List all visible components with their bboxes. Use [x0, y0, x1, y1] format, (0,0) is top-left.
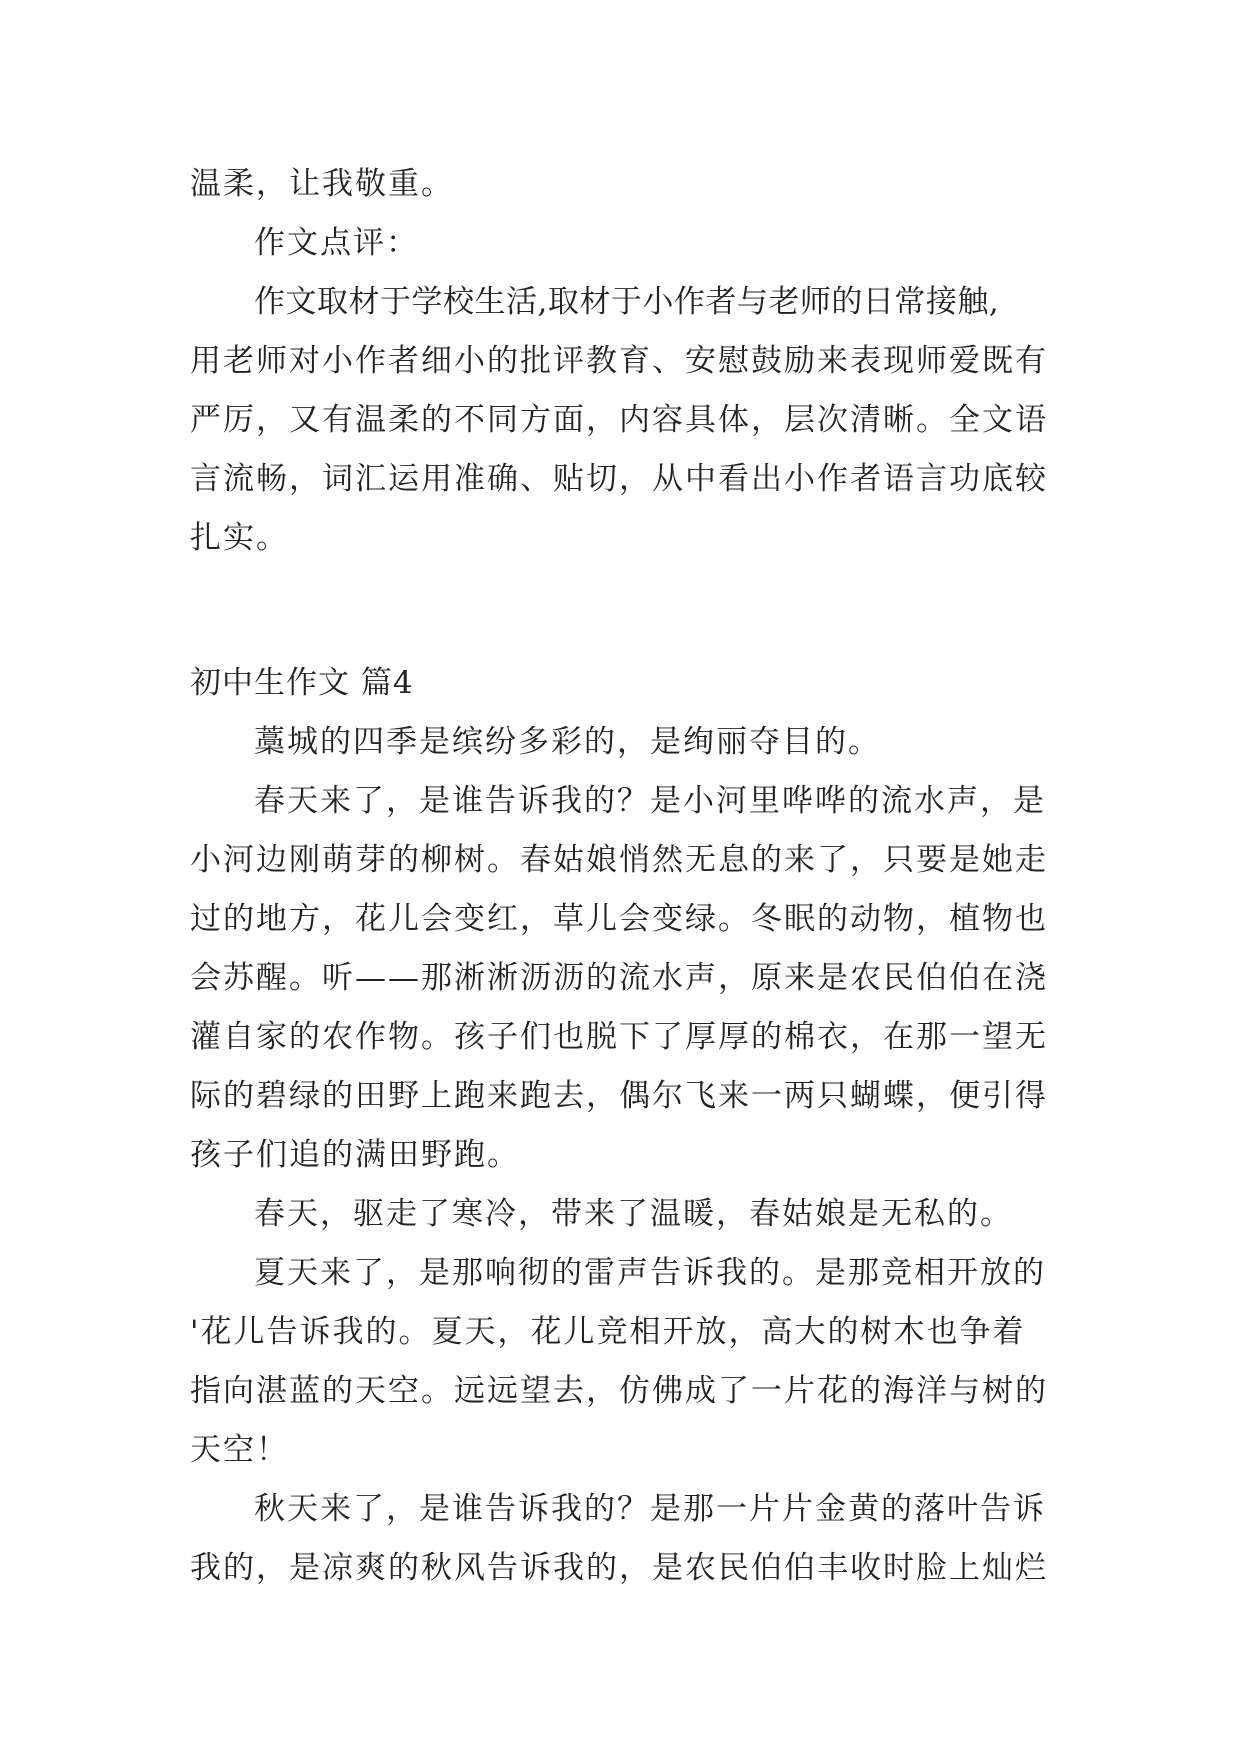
section-gap — [190, 568, 1090, 654]
text-line: 严厉，又有温柔的不同方面，内容具体，层次清晰。全文语 — [190, 402, 1048, 438]
text-line: 言流畅，词汇运用准确、贴切，从中看出小作者语言功底较 — [190, 461, 1048, 497]
text-line: 会苏醒。听——那淅淅沥沥的流水声，原来是农民伯伯在浇 — [190, 960, 1048, 996]
text-line: 春天来了，是谁告诉我的？是小河里哗哗的流水声，是 — [254, 783, 1046, 819]
text-line: 作文取材于学校生活,取材于小作者与老师的日常接触, — [254, 284, 1000, 320]
text-line: 灌自家的农作物。孩子们也脱下了厚厚的棉衣，在那一望无 — [190, 1019, 1048, 1055]
text-line: 藁城的四季是缤纷多彩的，是绚丽夺目的。 — [254, 724, 881, 760]
text-line: 孩子们追的满田野跑。 — [190, 1137, 520, 1173]
text-line: 指向湛蓝的天空。远远望去，仿佛成了一片花的海洋与树的 — [190, 1373, 1048, 1409]
text-line: 天空！ — [190, 1432, 289, 1468]
text-line: 小河边刚萌芽的柳树。春姑娘悄然无息的来了，只要是她走 — [190, 842, 1048, 878]
text-line: 夏天来了，是那响彻的雷声告诉我的。是那竞相开放的 — [254, 1255, 1046, 1291]
review-heading: 作文点评： — [254, 225, 419, 261]
text-line: 扎实。 — [190, 520, 289, 556]
text-line: 际的碧绿的田野上跑来跑去，偶尔飞来一两只蝴蝶，便引得 — [190, 1078, 1048, 1114]
document-body — [190, 155, 1090, 1598]
text-line: 过的地方，花儿会变红，草儿会变绿。冬眠的动物，植物也 — [190, 901, 1048, 937]
text-line: '花儿告诉我的。夏天，花儿竞相开放，高大的树木也争着 — [190, 1314, 1026, 1350]
section-title: 初中生作文 篇4 — [190, 665, 414, 701]
text-line: 春天，驱走了寒冷，带来了温暖，春姑娘是无私的。 — [254, 1196, 1013, 1232]
text-line: 温柔，让我敬重。 — [190, 166, 454, 202]
text-line: 用老师对小作者细小的批评教育、安慰鼓励来表现师爱既有 — [190, 343, 1048, 379]
text-line: 我的，是凉爽的秋风告诉我的，是农民伯伯丰收时脸上灿烂 — [190, 1550, 1048, 1586]
text-line: 秋天来了，是谁告诉我的？是那一片片金黄的落叶告诉 — [254, 1491, 1046, 1527]
